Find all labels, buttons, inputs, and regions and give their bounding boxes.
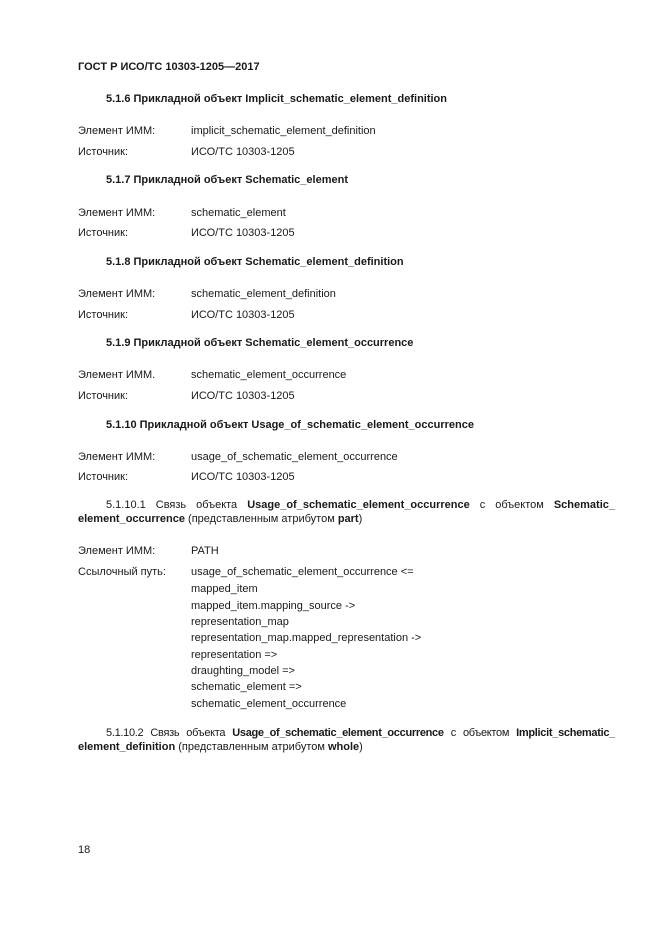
imm-value: schematic_element xyxy=(191,207,286,219)
document-header: ГОСТ Р ИСО/ТС 10303-1205—2017 xyxy=(78,61,260,73)
source-value: ИСО/ТС 10303-1205 xyxy=(191,390,295,402)
source-value: ИСО/ТС 10303-1205 xyxy=(191,471,295,483)
reference-path-line: representation_map xyxy=(191,616,289,628)
clause-text: ) xyxy=(358,513,363,525)
clause-text: с объектом xyxy=(443,727,517,739)
clause-text: 5.1.10.1 Связь объекта xyxy=(106,499,248,511)
clause-text: (представленным атрибутом xyxy=(185,513,338,525)
reference-path-line: schematic_element_occurrence xyxy=(191,698,347,710)
imm-value: implicit_schematic_element_definition xyxy=(191,125,376,137)
source-value: ИСО/ТС 10303-1205 xyxy=(191,227,295,239)
section-title-5-1-8: 5.1.8 Прикладной объект Schematic_element_definition xyxy=(106,256,404,268)
reference-path-line: mapped_item.mapping_source -> xyxy=(191,600,356,612)
imm-label: Элемент ИММ. xyxy=(78,369,156,381)
section-title-5-1-6: 5.1.6 Прикладной объект Implicit_schematic_element_definition xyxy=(106,93,447,105)
reference-path-line: representation_map.mapped_representation -> xyxy=(191,632,422,644)
source-value: ИСО/ТС 10303-1205 xyxy=(191,146,295,158)
section-title-5-1-7: 5.1.7 Прикладной объект Schematic_element xyxy=(106,174,348,186)
clause-text: (представленным атрибутом xyxy=(175,741,328,753)
imm-value: usage_of_schematic_element_occurrence xyxy=(191,451,398,463)
paragraph-5-1-10-1 xyxy=(78,498,615,526)
imm-label: Элемент ИММ: xyxy=(78,125,156,137)
reference-path-line: mapped_item xyxy=(191,583,258,595)
paragraph-line xyxy=(78,512,615,526)
clause-text: ) xyxy=(359,741,363,753)
source-label: Источник: xyxy=(78,471,129,483)
section-title-5-1-10: 5.1.10 Прикладной объект Usage_of_schematic_element_occurrence xyxy=(106,419,474,431)
entity-name: Usage_of_schematic_element_occurrence xyxy=(247,499,470,511)
paragraph-5-1-10-2 xyxy=(78,726,615,754)
paragraph-line xyxy=(78,740,615,754)
clause-text: 5.1.10.2 Связь объекта xyxy=(106,727,233,739)
imm-value: schematic_element_definition xyxy=(191,288,336,300)
paragraph-line xyxy=(78,726,615,740)
section-title-5-1-9: 5.1.9 Прикладной объект Schematic_element_occurrence xyxy=(106,337,414,349)
entity-name: Usage_of_schematic_element_occurrence xyxy=(232,727,444,739)
reference-path-line: usage_of_schematic_element_occurrence <= xyxy=(191,566,414,578)
imm-label: Элемент ИММ: xyxy=(78,288,156,300)
reference-path-label: Ссылочный путь: xyxy=(78,566,166,578)
entity-name: element_definition xyxy=(78,741,176,753)
reference-path-line: schematic_element => xyxy=(191,681,302,693)
source-value: ИСО/ТС 10303-1205 xyxy=(191,309,295,321)
reference-path-line: draughting_model => xyxy=(191,665,295,677)
imm-label: Элемент ИММ: xyxy=(78,545,156,557)
page-number: 18 xyxy=(78,844,91,856)
imm-label: Элемент ИММ: xyxy=(78,451,156,463)
source-label: Источник: xyxy=(78,390,129,402)
imm-value: PATH xyxy=(191,545,219,557)
source-label: Источник: xyxy=(78,227,129,239)
imm-value: schematic_element_occurrence xyxy=(191,369,347,381)
source-label: Источник: xyxy=(78,146,129,158)
attribute-name: whole xyxy=(328,741,360,753)
clause-text: с объектом xyxy=(469,499,554,511)
entity-name: element_occurrence xyxy=(78,513,185,525)
imm-label: Элемент ИММ: xyxy=(78,207,156,219)
entity-name: Implicit_schematic_ xyxy=(516,727,615,739)
source-label: Источник: xyxy=(78,309,129,321)
entity-name: Schematic_ xyxy=(553,499,615,511)
paragraph-line xyxy=(78,498,615,512)
reference-path-line: representation => xyxy=(191,649,278,661)
attribute-name: part xyxy=(337,513,359,525)
